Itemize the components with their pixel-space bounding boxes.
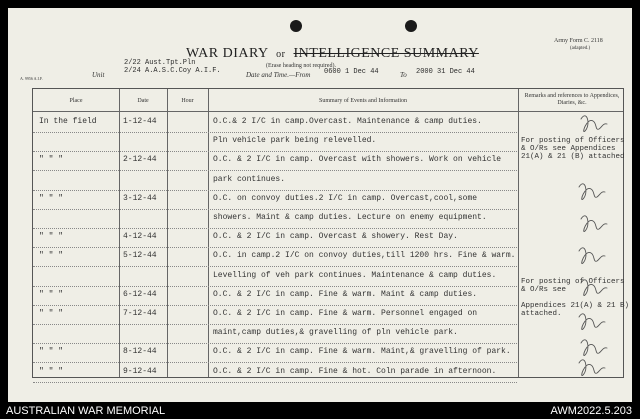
diary-table: [32, 88, 630, 378]
remark-2-line-2: & O/Rs see: [521, 286, 567, 294]
row-rule: [33, 324, 517, 325]
remark-1-line-2: & O/Rs see Appendices: [521, 145, 616, 153]
row-summary: showers. Maint & camp duties. Lecture on enemy equipment.: [213, 213, 487, 222]
row-date: 7-12-44: [123, 309, 157, 318]
row-date: 3-12-44: [123, 193, 157, 203]
initials-mark: [581, 340, 607, 356]
row-place: " " ": [39, 155, 64, 165]
remark-3-line-2: attached.: [521, 310, 562, 318]
row-rule: [33, 362, 517, 363]
row-summary: park continues.: [213, 174, 286, 184]
row-summary: Pln vehicle park being relevelled.: [213, 136, 377, 146]
initials-mark: [579, 184, 605, 200]
punch-hole: [405, 20, 417, 32]
row-date: 4-12-44: [123, 232, 157, 242]
row-place: " " ": [39, 289, 64, 299]
row-place: " " ": [39, 232, 64, 242]
row-rule: [33, 228, 517, 229]
remark-3-line-1: Appendices 21(A) & 21 B): [521, 302, 630, 310]
row-rule: [33, 151, 517, 152]
row-summary: O.C.& 2 I/C in camp.Overcast. Maintenance & camp duties.: [213, 117, 482, 126]
header-place: Place: [69, 98, 83, 104]
date-from: 0600 1 Dec 44: [324, 68, 379, 76]
row-rule: [33, 286, 517, 287]
row-rule: [33, 209, 517, 210]
initials-mark: [579, 360, 605, 376]
unit-line-2: 2/24 A.A.S.C.Coy A.I.F.: [124, 67, 221, 75]
row-summary: O.C. & 2 I/C in camp. Overcast & showery. Rest Day.: [213, 232, 458, 242]
row-summary: O.C. & 2 I/C in camp. Fine & hot. Coln parade in afternoon.: [213, 366, 497, 376]
row-date: 9-12-44: [123, 366, 157, 376]
row-rule: [33, 170, 517, 171]
row-rule: [33, 247, 517, 248]
remark-2-line-1: For posting of Officers: [521, 278, 625, 286]
diary-page: [8, 8, 632, 402]
row-date: 6-12-44: [123, 289, 157, 299]
adapted-label: (adapted.): [570, 46, 591, 51]
row-summary: O.C. & 2 I/C in camp. Fine & warm. Maint,& gravelling of park.: [213, 347, 511, 357]
page-title: [186, 46, 479, 62]
row-rule: [33, 382, 517, 383]
initials-mark: [579, 314, 605, 330]
title-or: or: [276, 49, 286, 60]
row-summary: Levelling of veh park continues. Maintenance & camp duties.: [213, 270, 497, 280]
title-struck: INTELLIGENCE SUMMARY: [293, 46, 479, 61]
date-to: 2000 31 Dec 44: [416, 68, 475, 76]
row-date: 1-12-44: [123, 117, 157, 126]
title-war-diary: WAR DIARY: [186, 46, 269, 61]
row-rule: [33, 266, 517, 267]
row-rule: [33, 132, 517, 133]
archive-caption-bar: [0, 402, 640, 419]
row-summary: O.C. on convoy duties.2 I/C in camp. Overcast,cool,some: [213, 193, 478, 203]
initials-mark: [581, 116, 607, 132]
row-date: 2-12-44: [123, 155, 157, 165]
row-place: " " ": [39, 251, 64, 261]
row-date: 5-12-44: [123, 251, 157, 261]
header-divider: [33, 111, 623, 112]
header-remarks: Remarks and references to Appendices, Diaries, &c.: [524, 93, 620, 106]
date-label: Date and Time.—From: [246, 71, 311, 79]
row-place: " " ": [39, 366, 64, 376]
row-date: 8-12-44: [123, 347, 157, 357]
row-summary: O.C. & 2 I/C in camp. Overcast with showers. Work on vehicle: [213, 155, 502, 165]
unit-label: Unit: [92, 71, 105, 79]
initials-mark: [579, 248, 605, 264]
row-rule: [33, 305, 517, 306]
row-summary: O.C. in camp.2 I/C on convoy duties,till 1200 hrs. Fine & warm.: [213, 251, 516, 261]
initials-mark: [581, 280, 607, 296]
header-date: Date: [137, 98, 149, 104]
row-summary: O.C. & 2 I/C in camp. Fine & warm. Personnel engaged on: [213, 309, 478, 318]
row-place: In the field: [39, 117, 97, 126]
row-rule: [33, 190, 517, 191]
initials-mark: [581, 216, 607, 232]
header-hour: Hour: [181, 98, 194, 104]
caption-institution: AUSTRALIAN WAR MEMORIAL: [6, 405, 166, 417]
to-label: To: [400, 71, 407, 79]
row-place: " " ": [39, 309, 64, 318]
header-summary: Summary of Events and Information: [319, 98, 407, 104]
row-summary: maint,camp duties,& gravelling of pln vehicle park.: [213, 328, 458, 338]
punch-hole: [290, 20, 302, 32]
heading-note: (Erase heading not required).: [266, 63, 336, 69]
initials-signatures: [573, 105, 625, 377]
row-place: " " ": [39, 347, 64, 357]
army-form-label: Army Form C. 2118: [554, 38, 603, 44]
caption-accession-number: AWM2022.5.203: [550, 405, 632, 417]
row-rule: [33, 343, 517, 344]
form-code: A. 9956 A.I.F.: [20, 76, 43, 81]
column-divider: [518, 89, 519, 377]
remark-1-line-3: 21(A) & 21 (B) attached: [521, 153, 625, 161]
row-summary: O.C. & 2 I/C in camp. Fine & warm. Maint & camp duties.: [213, 289, 478, 299]
unit-line-1: 2/22 Aust.Tpt.Pln: [124, 59, 196, 67]
remark-1-line-1: For posting of Officers: [521, 137, 625, 145]
row-place: " " ": [39, 193, 64, 203]
